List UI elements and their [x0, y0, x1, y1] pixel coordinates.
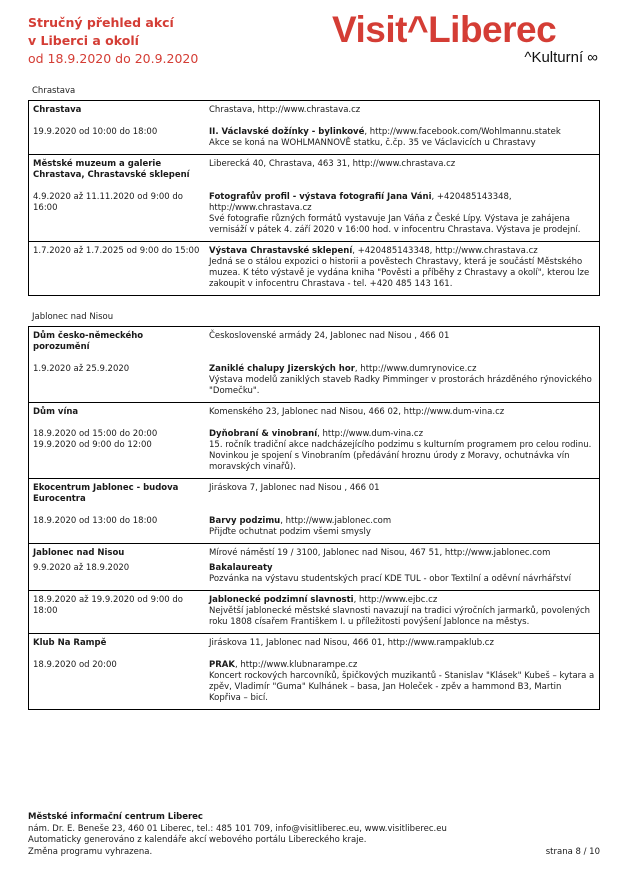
- event-description: Koncert rockových harcovníků, špičkových muzikantů - Stanislav "Klásek" Kubeš – kytara a zpěv, Vladimír "Guma" Kulhánek – basa, Jan Holeček - zpěv a hammond B3, Martin Kopřiva – bicí.: [209, 671, 595, 703]
- event-title: Dyňobraní & vinobraní: [209, 429, 318, 439]
- venue-row: [33, 638, 595, 649]
- title-line-1: Stručný přehled akcí: [28, 15, 174, 30]
- event-date: 1.9.2020 až 25.9.2020: [33, 364, 130, 374]
- venue-block: [29, 479, 599, 544]
- event-date: 19.9.2020 od 10:00 do 18:00: [33, 127, 158, 137]
- event-contact: , http://www.jablonec.com: [280, 516, 392, 526]
- footer-note-changes: Změna programu vyhrazena.: [28, 846, 153, 857]
- page-footer: [28, 812, 600, 858]
- event-row: [33, 192, 595, 236]
- venue-row: [33, 407, 595, 418]
- event-contact: , http://www.facebook.com/Wohlmannu.statek: [364, 127, 561, 137]
- event-date: 18.9.2020 až 19.9.2020 od 9:00 do 18:00: [33, 595, 183, 616]
- venue-address: Liberecká 40, Chrastava, 463 31, http://www.chrastava.cz: [209, 159, 456, 169]
- event-title: Fotografův profil - výstava fotografií Jana Váni: [209, 192, 432, 202]
- event-date: 18.9.2020 od 20:00: [33, 660, 117, 670]
- venue-block: [29, 327, 599, 403]
- venue-row: [33, 159, 595, 181]
- event-contact: , http://www.klubnarampe.cz: [234, 660, 358, 670]
- venue-block: [29, 155, 599, 242]
- event-row: [33, 660, 595, 704]
- venue-name: Klub Na Rampě: [33, 638, 107, 648]
- date-range: od 18.9.2020 do 20.9.2020: [28, 51, 199, 66]
- logo-tagline: ^Kulturní ∞: [524, 49, 598, 66]
- event-description: Jedná se o stálou expozici o historii a pověstech Chrastavy, která je součástí Městského muzea. K této výstavě je vydána kniha "Pověsti a příběhy z Chrastavy a okolí", kterou lze zakoupit v infocentru Chrastava - tel. +420 485 143 161.: [209, 257, 590, 289]
- event-title: PRAK: [209, 660, 235, 670]
- event-date: 18.9.2020 od 15:00 do 20:00 19.9.2020 od 9:00 do 12:00: [33, 429, 158, 450]
- venue-row: [33, 105, 595, 116]
- event-description: Pozvánka na výstavu studentských prací KDE TUL - obor Textilní a oděvní návrhářství: [209, 574, 572, 584]
- event-row: [33, 516, 595, 538]
- event-date: 4.9.2020 až 11.11.2020 od 9:00 do 16:00: [33, 192, 183, 213]
- section-label-chrastava: Chrastava: [32, 86, 76, 96]
- venue-block: [29, 403, 599, 479]
- event-title: Barvy podzimu: [209, 516, 281, 526]
- event-description: Akce se koná na WOHLMANNOVĚ statku, č.čp. 35 ve Václavicích u Chrastavy: [209, 138, 536, 148]
- event-row: [33, 364, 595, 397]
- event-date: 1.7.2020 až 1.7.2025 od 9:00 do 15:00: [33, 246, 200, 256]
- event-title: II. Václavské dožínky - bylinkové: [209, 127, 365, 137]
- event-contact: , http://www.dum-vina.cz: [317, 429, 424, 439]
- event-title: Zaniklé chalupy Jizerských hor: [209, 364, 355, 374]
- page-number: strana 8 / 10: [545, 846, 600, 857]
- event-row: [33, 595, 595, 628]
- venue-name: Městské muzeum a galerie Chrastava, Chrastavské sklepení: [33, 159, 190, 180]
- footer-address: nám. Dr. E. Beneše 23, 460 01 Liberec, tel.: 485 101 709, info@visitliberec.eu, www.visitliberec.eu: [28, 823, 447, 834]
- visit-liberec-logo: [332, 10, 602, 66]
- venue-block: [29, 591, 599, 634]
- section-chrastava: [28, 100, 600, 296]
- event-title: Bakalaureaty: [209, 563, 273, 573]
- event-row: [33, 563, 595, 585]
- event-description: Výstava modelů zaniklých staveb Radky Pimminger v prostorách hrázděného rýnovického "Domečku".: [209, 375, 592, 396]
- event-contact: , +420485143348, http://www.chrastava.cz: [209, 192, 512, 213]
- document-title: [28, 14, 328, 68]
- logo-wordmark: Visit^Liberec: [332, 9, 557, 50]
- venue-address: Chrastava, http://www.chrastava.cz: [209, 105, 361, 115]
- section-jablonec: [28, 326, 600, 710]
- venue-address: Jiráskova 11, Jablonec nad Nisou, 466 01, http://www.rampaklub.cz: [209, 638, 494, 648]
- venue-address: Komenského 23, Jablonec nad Nisou, 466 02, http://www.dum-vina.cz: [209, 407, 505, 417]
- venue-name: Chrastava: [33, 105, 82, 115]
- event-title: Jablonecké podzimní slavnosti: [209, 595, 354, 605]
- section-label-jablonec: Jablonec nad Nisou: [32, 312, 114, 322]
- event-description: 15. ročník tradiční akce nadcházejícího podzimu s kulturním programem pro celou rodinu. Novinkou je spojení s Vinobraním (předávání hroznu úrody z Moravy, ochutnávka vín moravských vinařů).: [209, 440, 592, 472]
- venue-row: [33, 483, 595, 505]
- venue-name: Ekocentrum Jablonec - budova Eurocentra: [33, 483, 179, 504]
- venue-address: Mírové náměstí 19 / 3100, Jablonec nad Nisou, 467 51, http://www.jablonec.com: [209, 548, 551, 558]
- event-row: [33, 429, 595, 473]
- footer-organization: Městské informační centrum Liberec: [28, 812, 203, 822]
- event-description: Největší jablonecké městské slavnosti navazují na tradici výročních jarmarků, povolených roku 1808 císařem Františkem I. u příležitosti povýšení Jablonce na městys.: [209, 606, 591, 627]
- footer-note-generated: Automaticky generováno z kalendáře akcí webového portálu Libereckého kraje.: [28, 835, 367, 845]
- venue-block: [29, 634, 599, 710]
- event-contact: , http://www.ejbc.cz: [353, 595, 438, 605]
- venue-name: Jablonec nad Nisou: [33, 548, 125, 558]
- event-date: 18.9.2020 od 13:00 do 18:00: [33, 516, 158, 526]
- event-title: Výstava Chrastavské sklepení: [209, 246, 353, 256]
- venue-name: Dům vína: [33, 407, 79, 417]
- event-date: 9.9.2020 až 18.9.2020: [33, 563, 130, 573]
- venue-block: [29, 544, 599, 591]
- venue-block: [29, 242, 599, 296]
- title-line-2: v Liberci a okolí: [28, 33, 139, 48]
- venue-row: [33, 331, 595, 353]
- event-description: Přijďte ochutnat podzim všemi smysly: [209, 527, 371, 537]
- event-contact: , +420485143348, http://www.chrastava.cz: [352, 246, 538, 256]
- venue-address: Československé armády 24, Jablonec nad Nisou , 466 01: [209, 331, 450, 341]
- venue-block: [29, 101, 599, 155]
- event-row: [33, 246, 595, 290]
- event-contact: , http://www.dumrynovice.cz: [354, 364, 477, 374]
- venue-address: Jiráskova 7, Jablonec nad Nisou , 466 01: [209, 483, 380, 493]
- venue-row: [33, 548, 595, 559]
- event-row: [33, 127, 595, 149]
- venue-name: Dům česko-německého porozumění: [33, 331, 144, 352]
- event-description: Své fotografie různých formátů vystavuje Jan Váňa z České Lípy. Výstava je zahájena vernisáží v pátek 4. září 2020 v 16:00 hod. v infocentru Chrastava. Výstava je prodejní.: [209, 214, 581, 235]
